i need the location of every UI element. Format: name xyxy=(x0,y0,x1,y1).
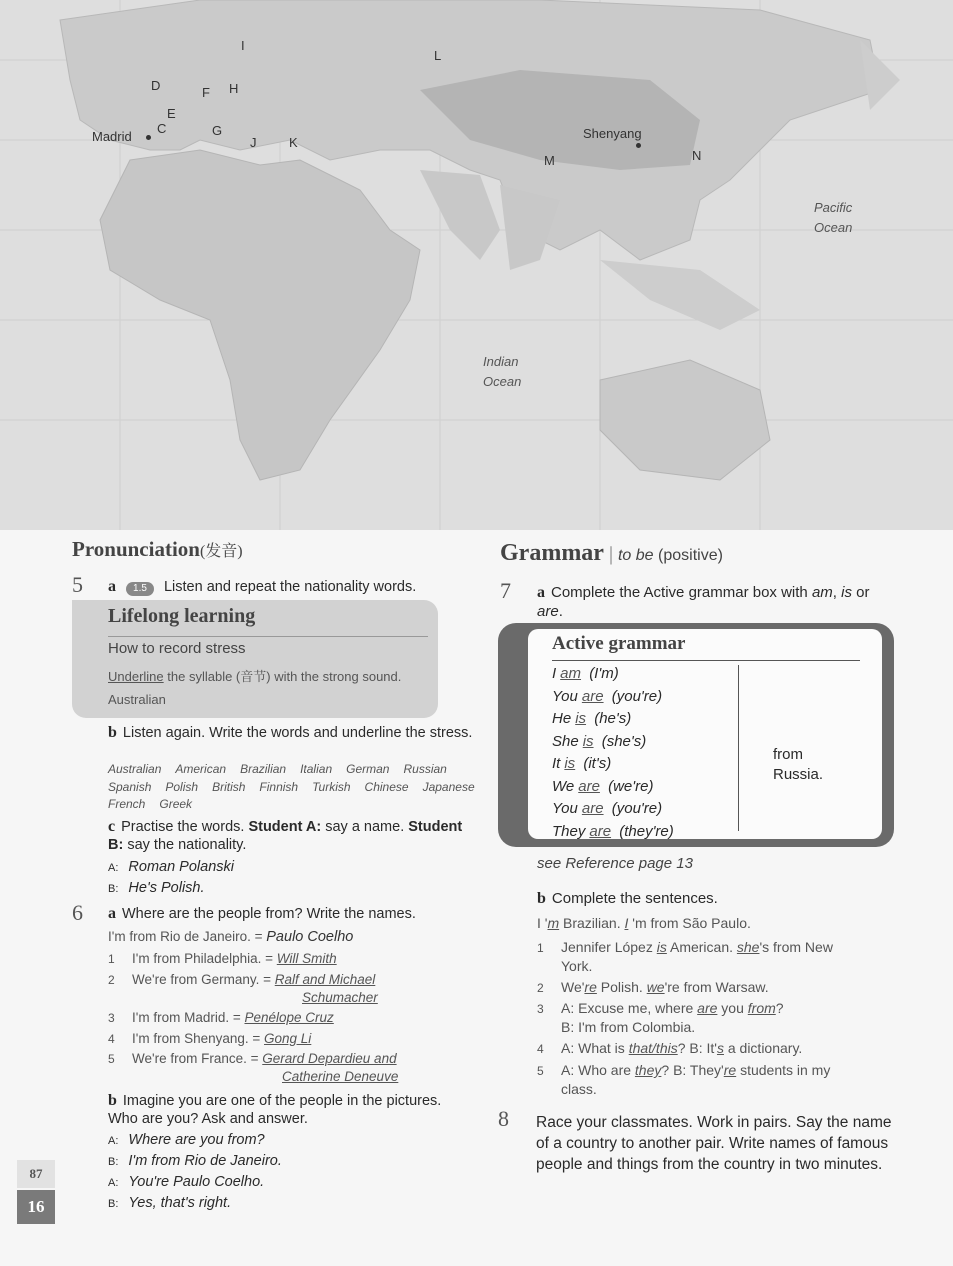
nationality-word: Turkish xyxy=(312,779,351,794)
nationality-word: Greek xyxy=(159,797,193,811)
exercise-5b: b Listen again. Write the words and underline the stress. xyxy=(108,724,473,741)
lifelong-learning-box xyxy=(72,600,438,718)
dialogue-line: A: You're Paulo Coelho. xyxy=(108,1174,265,1190)
exercise-7b: b Complete the sentences. xyxy=(537,890,718,907)
exercise-5c: c Practise the words. Student A: say a name. Student B: say the nationality. xyxy=(108,818,463,853)
list-item: 2 We're Polish. we're from Warsaw. xyxy=(537,979,769,995)
dialogue-2 xyxy=(108,1130,282,1214)
exercise-5-number: 5 xyxy=(72,572,83,597)
audio-track-badge[interactable]: 1.5 xyxy=(126,582,154,596)
pronunciation-heading: Pronunciation(发音) xyxy=(72,537,243,561)
exercise-7b-example: I 'm Brazilian. I 'm from São Paulo. xyxy=(537,915,751,931)
city-shenyang: Shenyang xyxy=(583,126,642,141)
ocean-pacific: Pacific Ocean xyxy=(814,200,853,235)
ocean-indian: Indian Ocean xyxy=(483,354,522,389)
list-item: 5 We're from France. = Gerard Depardieu and Catherine Deneuve xyxy=(108,1051,399,1084)
nationality-word: Polish xyxy=(165,779,199,794)
nationality-word: Chinese xyxy=(364,779,409,794)
exercise-7-number: 7 xyxy=(500,578,511,603)
exercise-6-example: I'm from Rio de Janeiro. = Paulo Coelho xyxy=(108,929,354,945)
lifelong-title: Lifelong learning xyxy=(108,605,256,627)
nationality-word: Brazilian xyxy=(240,762,287,776)
exercise-8-number: 8 xyxy=(498,1106,509,1131)
world-map xyxy=(0,0,953,530)
nationality-word: Spanish xyxy=(108,779,152,794)
reference-link[interactable]: see Reference page 13 xyxy=(537,855,693,872)
exercise-6-number: 6 xyxy=(72,900,83,925)
nationality-word: Russian xyxy=(403,762,447,776)
exercise-6b: b Imagine you are one of the people in the pictures. Who are you? Ask and answer. xyxy=(108,1092,442,1127)
grammar-row: We are (we're) xyxy=(552,777,654,795)
nationality-list xyxy=(108,761,478,814)
list-item: 3 I'm from Madrid. = Penélope Cruz xyxy=(108,1010,334,1025)
list-item: 1 I'm from Philadelphia. = Will Smith xyxy=(108,951,337,966)
list-item: 3 A: Excuse me, where are you from? B: I'm from Colombia. xyxy=(537,1000,784,1035)
nationality-word: German xyxy=(346,762,390,776)
list-item: 1 Jennifer López is American. she's from New York. xyxy=(537,939,833,974)
active-grammar-title: Active grammar xyxy=(552,633,686,654)
active-grammar-panel xyxy=(528,629,882,839)
nationality-word: Italian xyxy=(300,762,333,776)
list-item: 4 I'm from Shenyang. = Gong Li xyxy=(108,1031,312,1046)
nationality-word: American xyxy=(175,762,227,776)
grammar-from-russia: from Russia. xyxy=(773,746,824,783)
nationality-word: Finnish xyxy=(259,779,299,794)
dialogue-line: B: I'm from Rio de Janeiro. xyxy=(108,1153,282,1169)
grammar-row: You are (you're) xyxy=(552,687,663,705)
lifelong-example: Australian xyxy=(108,692,166,707)
dialogue-line: B: He's Polish. xyxy=(108,880,205,896)
nationality-row xyxy=(108,796,478,814)
map-letter: N xyxy=(692,148,702,163)
nationality-word: French xyxy=(108,797,146,811)
exercise-6-items xyxy=(108,950,473,1088)
grammar-row: She is (she's) xyxy=(552,732,647,750)
grammar-row: You are (you're) xyxy=(552,800,663,817)
map-letter: G xyxy=(212,123,223,138)
grammar-row: They are (they're) xyxy=(552,822,674,840)
dialogue-line: A: Where are you from? xyxy=(108,1132,265,1148)
map-letter: J xyxy=(250,135,257,150)
grammar-row: It is (it's) xyxy=(552,755,612,772)
page-number-small: 87 xyxy=(17,1160,55,1188)
map-letter: H xyxy=(229,81,239,96)
madrid-dot xyxy=(146,135,151,140)
lifelong-tip: Underline the syllable (音节) with the strong sound. xyxy=(108,669,402,684)
exercise-7b-items xyxy=(537,938,887,1101)
page-number: 16 xyxy=(17,1190,55,1224)
map-letter: C xyxy=(157,121,167,136)
list-item: 4 A: What is that/this? B: It's a dictionary. xyxy=(537,1040,803,1056)
grammar-row: He is (he's) xyxy=(552,710,632,727)
map-letter: E xyxy=(167,106,176,121)
list-item: 2 We're from Germany. = Ralf and Michael Schumacher xyxy=(108,972,378,1005)
nationality-row xyxy=(108,779,478,797)
map-letter: M xyxy=(544,153,555,168)
exercise-7a: a Complete the Active grammar box with am, is or are. xyxy=(537,584,870,620)
nationality-word: Australian xyxy=(108,762,162,776)
dialogue-line: A: Roman Polanski xyxy=(108,859,234,875)
map-graphic xyxy=(0,0,953,530)
shenyang-dot xyxy=(636,143,641,148)
grammar-heading: Grammar | to be (positive) xyxy=(500,540,723,566)
exercise-8: Race your classmates. Work in pairs. Say the name of a country to another pair. Write names of famous people and things from the country in two minutes. xyxy=(536,1114,892,1173)
list-item: 5 A: Who are they? B: They're students in my class. xyxy=(537,1062,831,1097)
nationality-row xyxy=(108,761,478,779)
dialogue-1 xyxy=(108,857,234,899)
nationality-word: British xyxy=(212,779,246,794)
grammar-table xyxy=(552,663,674,843)
map-letter: I xyxy=(241,38,245,53)
nationality-word: Japanese xyxy=(422,779,475,794)
map-letter: F xyxy=(202,85,210,100)
map-letter: K xyxy=(289,135,298,150)
map-letter: D xyxy=(151,78,161,93)
grammar-row: I am (I'm) xyxy=(552,665,619,682)
city-madrid: Madrid xyxy=(92,129,132,144)
map-letter: L xyxy=(434,48,442,63)
exercise-6a: a Where are the people from? Write the names. xyxy=(108,905,416,922)
active-grammar-box xyxy=(498,623,894,847)
dialogue-line: B: Yes, that's right. xyxy=(108,1195,232,1211)
lifelong-subtitle: How to record stress xyxy=(108,640,246,657)
exercise-5a: a 1.5 Listen and repeat the nationality words. xyxy=(108,578,417,595)
